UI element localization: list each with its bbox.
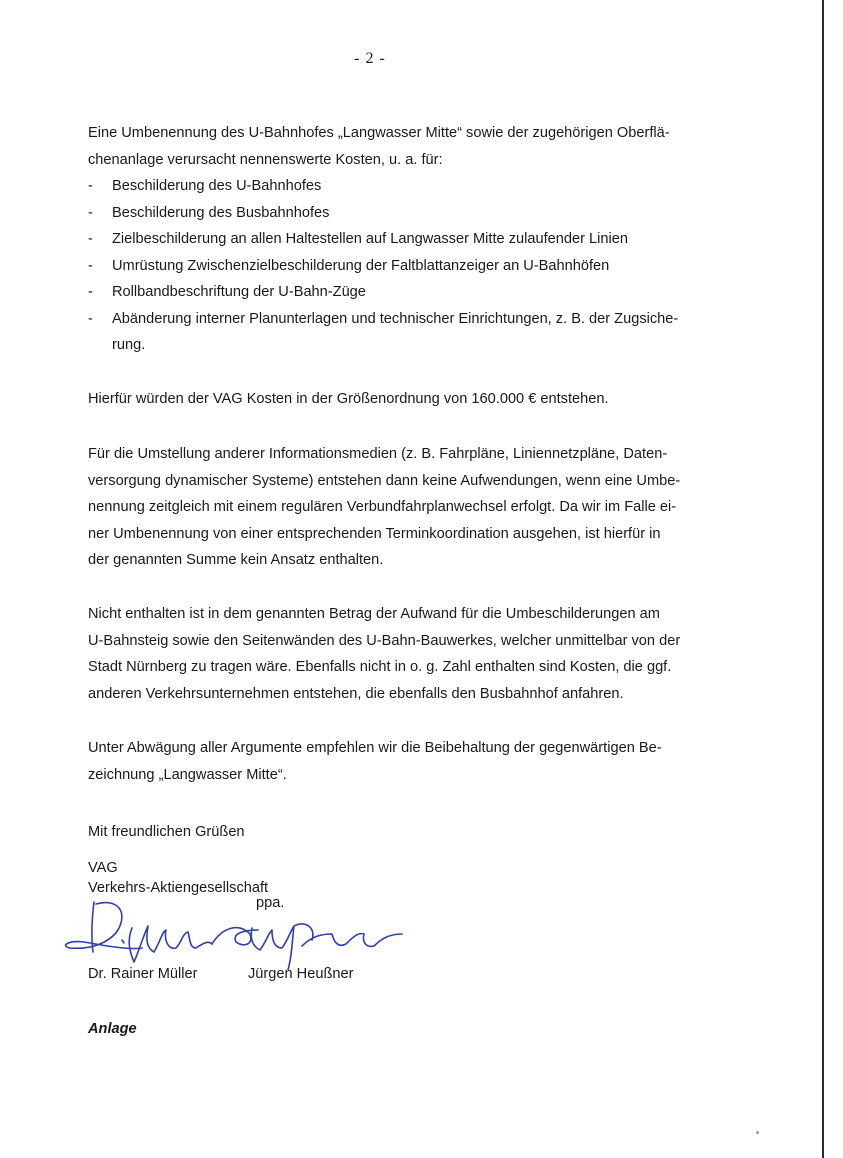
paragraph-line: Unter Abwägung aller Argumente empfehlen wir die Beibehaltung der gegenwärtigen Be- [88, 740, 662, 756]
list-dash: - [88, 310, 93, 327]
list-item [88, 200, 728, 227]
intro-paragraph [88, 120, 728, 173]
paragraph-line: ner Umbenennung von einer entsprechenden Terminkoordination ausgehen, ist hierfür in [88, 525, 661, 542]
paragraph-line: der genannten Summe kein Ansatz enthalten. [88, 552, 384, 568]
list-item-text: Beschilderung des U-Bahnhofes [112, 178, 322, 194]
paragraph-line: Für die Umstellung anderer Informationsmedien (z. B. Fahrpläne, Liniennetzpläne, Daten- [88, 446, 668, 462]
recommendation-paragraph [88, 735, 728, 788]
list-item [88, 279, 728, 306]
list-dash: - [88, 257, 93, 274]
sender-company-short: VAG [88, 860, 118, 876]
signatures [62, 890, 422, 970]
list-item-text: Zielbeschilderung an allen Haltestellen auf Langwasser Mitte zulaufender Linien [112, 231, 628, 247]
page-edge [822, 0, 824, 1158]
list-dash: - [88, 178, 93, 194]
list-dash: - [88, 284, 93, 300]
ppa-label: ppa. [256, 895, 285, 911]
list-item [88, 253, 728, 280]
paragraph-line: Stadt Nürnberg zu tragen wäre. Ebenfalls nicht in o. g. Zahl enthalten sind Kosten, die ggf. [88, 659, 672, 675]
scan-speck [756, 1131, 759, 1134]
intro-line-1: Eine Umbenennung des U-Bahnhofes „Langwasser Mitte“ sowie der zugehörigen Oberflä- [88, 125, 670, 141]
list-item-text-cont: rung. [112, 337, 146, 353]
closing-salutation: Mit freundlichen Grüßen [88, 824, 245, 840]
paragraph-line: anderen Verkehrsunternehmen entstehen, die ebenfalls den Busbahnhof anfahren. [88, 685, 624, 702]
list-item-text: Rollbandbeschriftung der U-Bahn-Züge [112, 284, 366, 300]
excluded-paragraph [88, 601, 728, 707]
paragraph-line: versorgung dynamischer Systeme) entstehen dann keine Aufwendungen, wenn eine Umbe- [88, 472, 681, 489]
list-item [88, 226, 728, 253]
paragraph-line: Nicht enthalten ist in dem genannten Betrag der Aufwand für die Umbeschilderungen am [88, 606, 660, 622]
list-dash: - [88, 204, 93, 221]
list-item-text: Beschilderung des Busbahnhofes [112, 204, 330, 221]
list-item-text: Umrüstung Zwischenzielbeschilderung der Faltblattanzeiger an U-Bahnhöfen [112, 257, 610, 274]
list-item [88, 173, 728, 200]
list-item [88, 306, 728, 359]
cost-items-list [88, 173, 728, 359]
list-dash: - [88, 231, 93, 247]
signature-heussner [212, 924, 402, 970]
intro-line-2: chenanlage verursacht nennenswerte Kosten, u. a. für: [88, 151, 443, 168]
signature-mueller [66, 902, 212, 962]
signatory-left: Dr. Rainer Müller [88, 966, 198, 982]
enclosure-label: Anlage [88, 1021, 137, 1037]
paragraph-line: nennung zeitgleich mit einem regulären Verbundfahrplanwechsel erfolgt. Da wir im Falle ei- [88, 499, 677, 515]
media-paragraph [88, 441, 728, 574]
costs-paragraph: Hierfür würden der VAG Kosten in der Größenordnung von 160.000 € entstehen. [88, 391, 609, 407]
paragraph-line: U-Bahnsteig sowie den Seitenwänden des U-Bahn-Bauwerkes, welcher unmittelbar von der [88, 632, 681, 649]
sender-company-full: Verkehrs-Aktiengesellschaft [88, 880, 269, 896]
list-item-text: Abänderung interner Planunterlagen und technischer Einrichtungen, z. B. der Zugsiche- [112, 310, 679, 327]
signatory-right: Jürgen Heußner [248, 966, 354, 982]
paragraph-line: zeichnung „Langwasser Mitte“. [88, 766, 287, 783]
page-number: - 2 - [354, 50, 386, 67]
